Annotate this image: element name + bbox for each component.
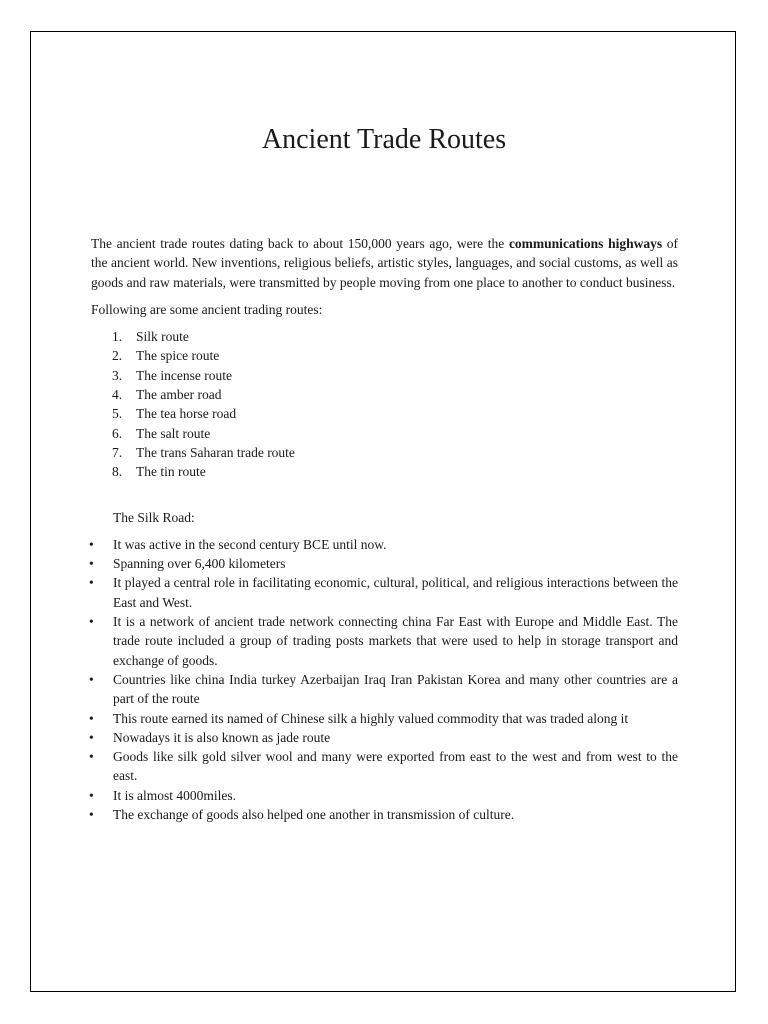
intro-paragraph (91, 234, 678, 292)
list-number: 6. (112, 425, 123, 441)
silk-road-facts-list (91, 535, 678, 824)
list-item: • The exchange of goods also helped one another in transmission of culture. (91, 805, 678, 824)
list-number: 7. (112, 444, 123, 460)
list-item (91, 385, 678, 404)
list-number: 8. (112, 464, 123, 480)
list-number: 1. (112, 329, 123, 345)
list-item: • It played a central role in facilitating economic, cultural, political, and religious interactions between the East and West. (91, 573, 678, 612)
intro-text-start: The ancient trade routes dating back to about 150,000 years ago, were the (91, 236, 509, 251)
intro-bold-text: communications highways (508, 236, 663, 251)
list-item: • This route earned its named of Chinese silk a highly valued commodity that was traded along it (91, 709, 678, 728)
list-number: 2. (112, 348, 123, 364)
route-label: Silk route (136, 329, 189, 345)
list-item: • It is almost 4000miles. (91, 786, 678, 805)
route-label: The tin route (136, 464, 206, 480)
route-label: The spice route (136, 348, 220, 364)
list-item (91, 462, 678, 481)
route-label: The tea horse road (136, 406, 237, 422)
route-label: The salt route (136, 425, 211, 441)
list-item (91, 327, 678, 346)
list-number: 3. (112, 367, 123, 383)
routes-intro-text: Following are some ancient trading routes: (91, 301, 323, 317)
route-label: The amber road (136, 387, 222, 403)
intro-text-end: of the ancient world. New inventions, religious beliefs, artistic styles, languages, and social customs, as well as goods and raw materials, were transmitted by people moving from one place to another to conduct business. (91, 236, 678, 290)
list-item: • Goods like silk gold silver wool and many were exported from east to the west and from west to the east. (91, 747, 678, 786)
document-title: Ancient Trade Routes (261, 124, 507, 155)
list-number: 4. (112, 387, 123, 403)
list-number: 5. (112, 406, 123, 422)
route-label: The trans Saharan trade route (136, 444, 295, 460)
route-label: The incense route (136, 367, 232, 383)
list-item: • Nowadays it is also known as jade route (91, 728, 678, 747)
list-item (91, 366, 678, 385)
list-item: • Countries like china India turkey Azerbaijan Iraq Iran Pakistan Korea and many other countries are a part of the route (91, 670, 678, 709)
routes-list (91, 327, 678, 481)
list-item (91, 424, 678, 443)
list-item: • Spanning over 6,400 kilometers (91, 554, 678, 573)
silk-road-heading: The Silk Road: (113, 509, 195, 525)
list-item: • It is a network of ancient trade network connecting china Far East with Europe and Middle East. The trade route included a group of trading posts markets that were used to help in storage transport and exchange of goods. (91, 612, 678, 670)
list-item (91, 443, 678, 462)
list-item (91, 404, 678, 423)
list-item (91, 346, 678, 365)
list-item: • It was active in the second century BCE until now. (91, 535, 678, 554)
document-body (91, 234, 678, 824)
